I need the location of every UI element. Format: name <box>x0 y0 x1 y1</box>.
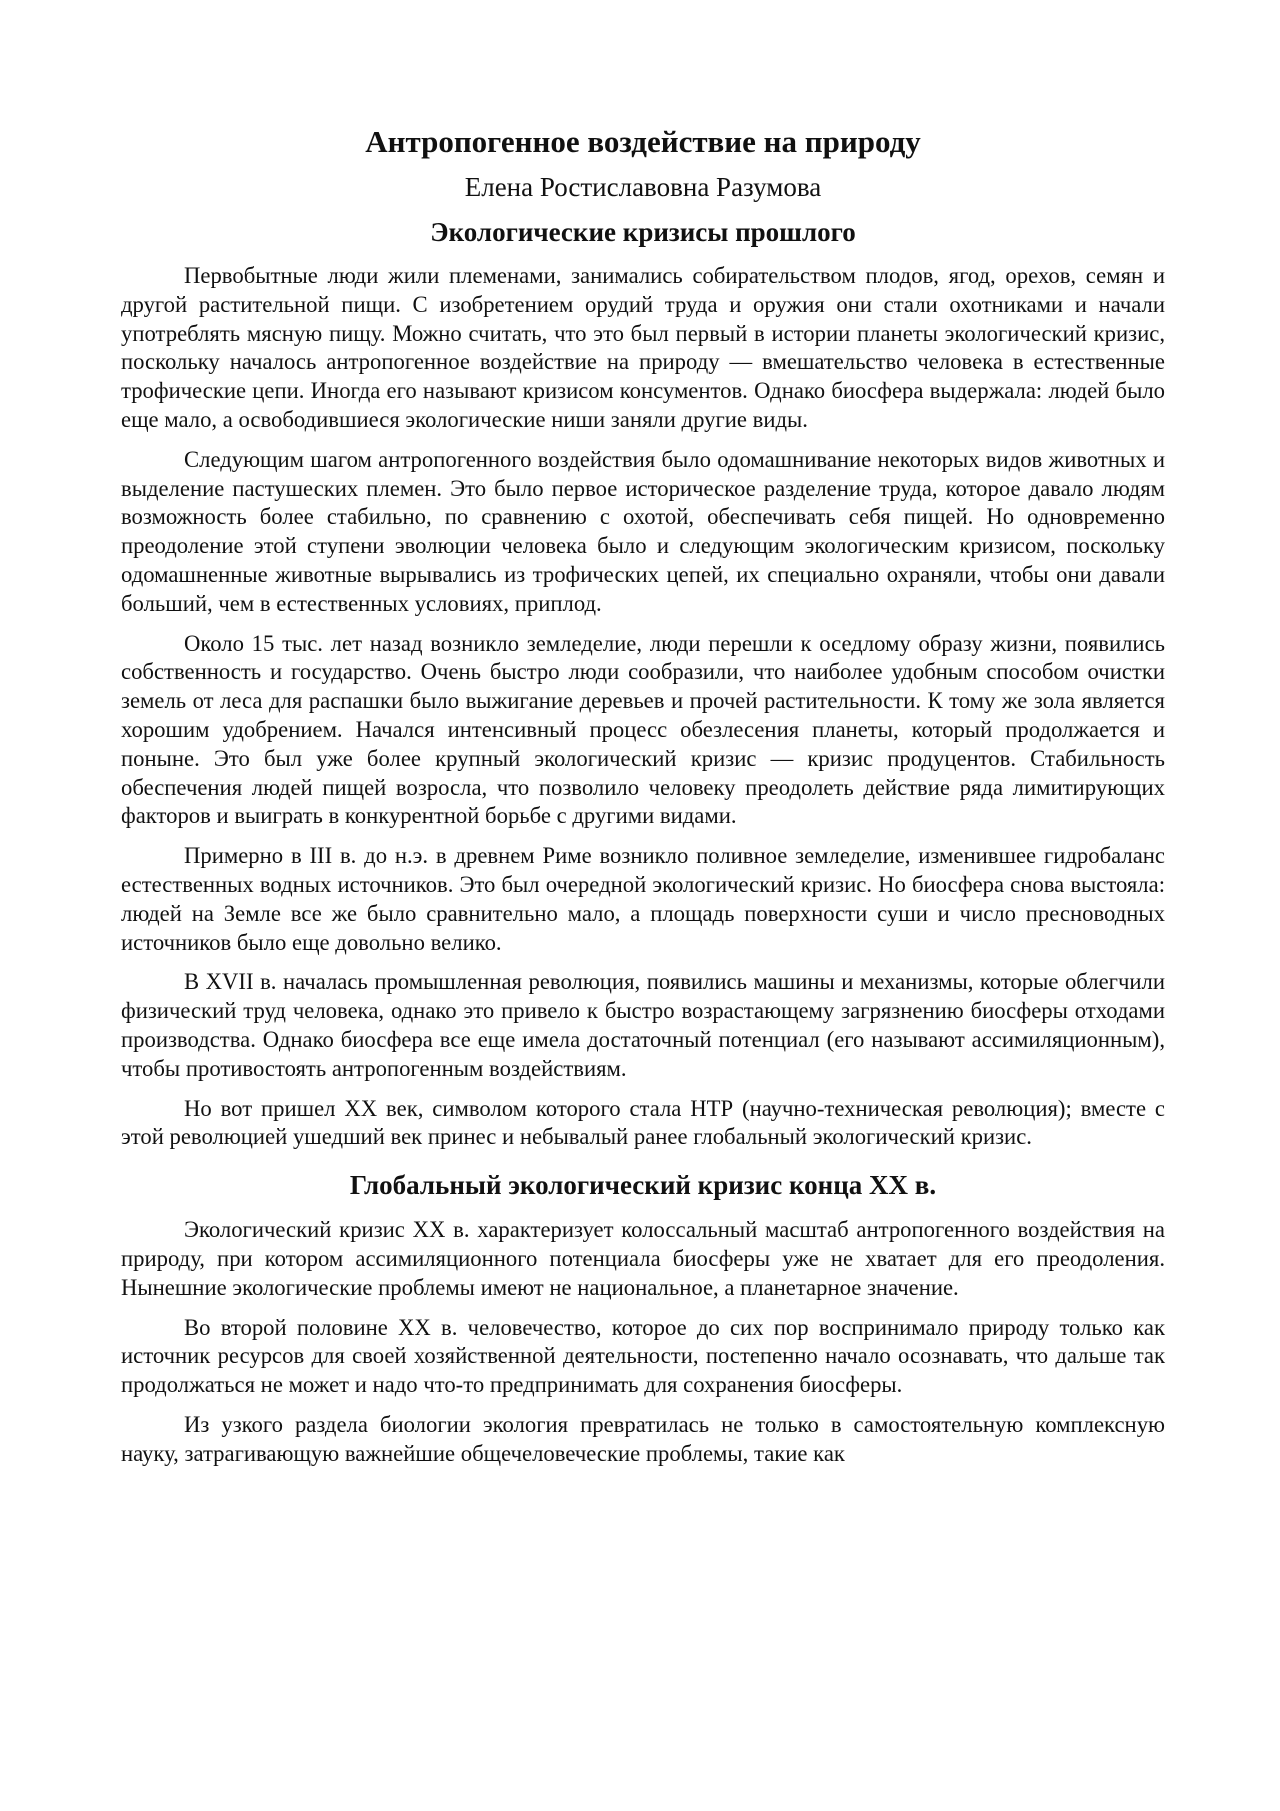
section-heading-past-crises: Экологические кризисы прошлого <box>430 217 856 247</box>
paragraph: В XVII в. началась промышленная революция, появились машины и механизмы, которые облегчили физический труд человека, однако это привело к быстро возрастающему загрязнению биосферы отходами производства. Однако биосфера все еще имела достаточный потенциал (его называют ассимиляционным), чтобы противостоять антропогенным воздействиям. <box>121 969 1165 1081</box>
paragraph: Экологический кризис XX в. характеризует колоссальный масштаб антропогенного воздействия на природу, при котором ассимиляционного потенциала биосферы уже не хватает для его преодоления. Нынешние экологические проблемы имеют не национальное, а планетарное значение. <box>121 1217 1165 1300</box>
paragraph: Из узкого раздела биологии экология превратилась не только в самостоятельную комплексную науку, затрагивающую важнейшие общечеловеческие проблемы, такие как <box>121 1411 1165 1466</box>
paragraph: Следующим шагом антропогенного воздействия было одомашнивание некоторых видов животных и выделение пастушеских племен. Это было первое историческое разделение труда, которое давало людям возможность более стабильно, по сравнению с охотой, обеспечивать себя пищей. Но одновременно преодоление этой ступени эволюции человека было и следующим экологическим кризисом, поскольку одомашненные животные вырывались из трофических цепей, их специально охраняли, чтобы они давали больший, чем в естественных условиях, приплод. <box>121 446 1165 616</box>
paragraph: Но вот пришел XX век, символом которого стала НТР (научно-техническая революция); вместе с этой революцией ушедший век принес и небывалый ранее глобальный экологический кризис. <box>121 1095 1165 1150</box>
document-author: Елена Ростиславовна Разумова <box>464 172 822 202</box>
document-body <box>121 120 1165 1479</box>
paragraph: Примерно в III в. до н.э. в древнем Риме возникло поливное земледелие, изменившее гидробаланс естественных водных источников. Это был очередной экологический кризис. Но биосфера снова выстояла: людей на Земле все же было сравнительно мало, а площадь поверхности суши и число пресноводных источников было еще довольно велико. <box>121 843 1165 955</box>
paragraph: Около 15 тыс. лет назад возникло земледелие, люди перешли к оседлому образу жизни, появились собственность и государство. Очень быстро люди сообразили, что наиболее удобным способом очистки земель от леса для распашки было выжигание деревьев и прочей растительности. К тому же зола является хорошим удобрением. Начался интенсивный процесс обезлесения планеты, который продолжается и поныне. Это был уже более крупный экологический кризис — кризис продуцентов. Стабильность обеспечения людей пищей возросла, что позволило человеку преодолеть действие ряда лимитирующих факторов и выиграть в конкурентной борьбе с другими видами. <box>121 630 1165 829</box>
paragraph: Во второй половине XX в. человечество, которое до сих пор воспринимало природу только как источник ресурсов для своей хозяйственной деятельности, постепенно начало осознавать, что дальше так продолжаться не может и надо что-то предпринимать для сохранения биосферы. <box>121 1314 1165 1398</box>
paragraph: Первобытные люди жили племенами, занимались собирательством плодов, ягод, орехов, семян и другой растительной пищи. С изобретением орудий труда и оружия они стали охотниками и начали употреблять мясную пищу. Можно считать, что это был первый в истории планеты экологический кризис, поскольку началось антропогенное воздействие на природу — вмешательство человека в естественные трофические цепи. Иногда его называют кризисом консументов. Однако биосфера выдержала: людей было еще мало, а освободившиеся экологические ниши заняли другие виды. <box>121 263 1165 432</box>
section-heading-global-crisis: Глобальный экологический кризис конца XX в. <box>349 1170 937 1201</box>
document-title: Антропогенное воздействие на природу <box>365 124 921 159</box>
